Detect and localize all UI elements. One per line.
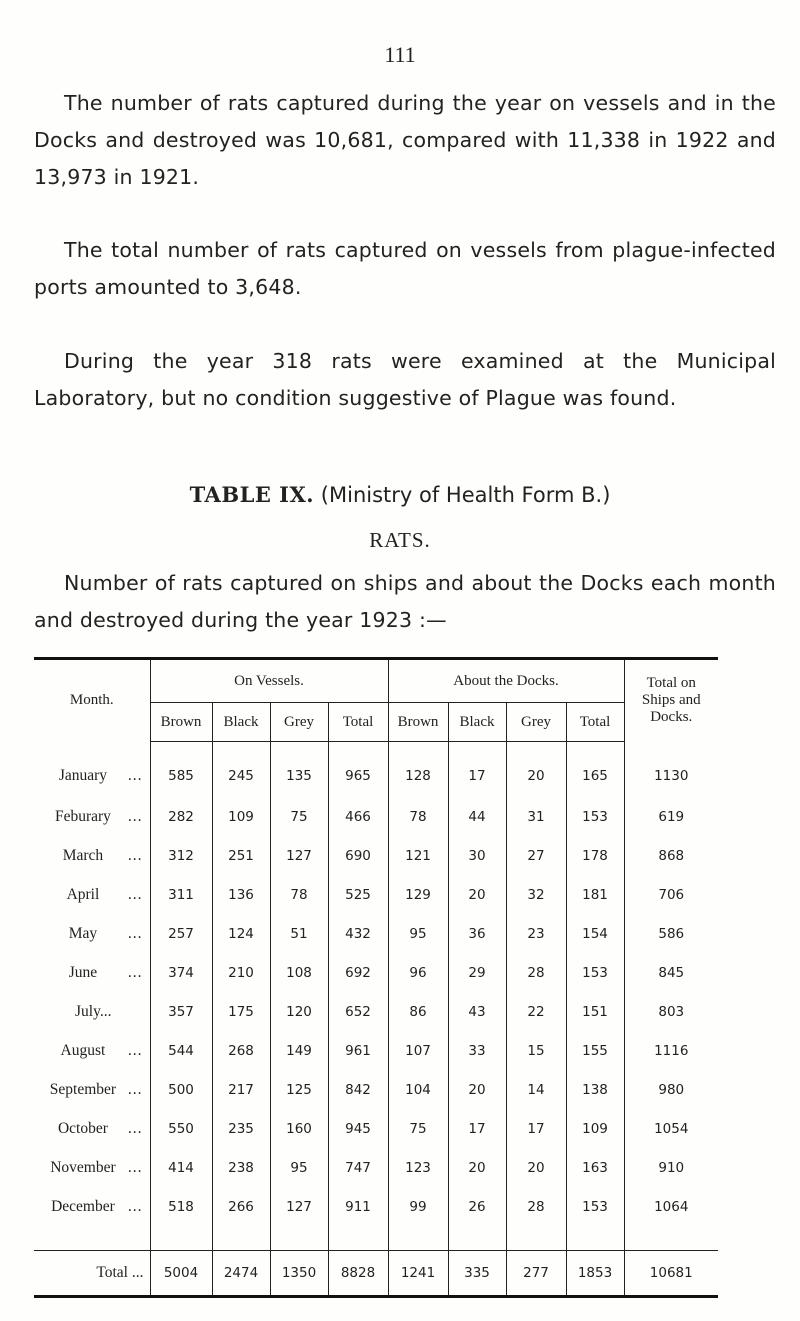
total-label: Total ... — [34, 1251, 150, 1297]
table-title — [0, 482, 800, 507]
cell-grand-total: 1116 — [654, 1042, 689, 1059]
header-on-vessels: On Vessels. — [150, 660, 388, 703]
month-name: October — [57, 1119, 108, 1137]
paragraph-rats-destroyed: The number of rats captured during the year on vessels and in the Docks and destroyed was 10,681, compared with 11,338 in 1922 and 13,973 in 1921. — [34, 91, 776, 189]
total-vessels-brown: 5004 — [150, 1251, 212, 1297]
page-number: 111 — [384, 42, 416, 67]
header-grand-total-line2: Ships and — [641, 692, 701, 709]
cell-docks-grey: 28 — [506, 953, 566, 992]
cell-docks-total: 155 — [566, 1031, 624, 1070]
cell-docks-black: 17 — [448, 1109, 506, 1148]
cell-docks-total: 153 — [566, 953, 624, 992]
cell-vessels-black: 109 — [212, 797, 270, 836]
month-cell — [34, 1148, 150, 1187]
cell-grand-total: 868 — [658, 847, 685, 864]
table-row — [34, 797, 718, 836]
cell-grand-total: 1130 — [654, 767, 689, 784]
table-total-row — [34, 1251, 718, 1297]
month-name: September — [49, 1080, 117, 1098]
cell-vessels-brown: 374 — [150, 953, 212, 992]
leader-dots: ... — [127, 1197, 143, 1215]
cell-vessels-black: 238 — [212, 1148, 270, 1187]
cell-vessels-black: 268 — [212, 1031, 270, 1070]
leader-dots: ... — [127, 924, 143, 942]
month-name: March — [62, 846, 104, 864]
table-caption: Number of rats captured on ships and about the Docks each month and destroyed during the year 1923 :— — [34, 571, 776, 632]
cell-vessels-black: 136 — [212, 875, 270, 914]
header-grand-total-line3: Docks. — [650, 709, 693, 726]
cell-docks-brown: 104 — [388, 1070, 448, 1109]
cell-docks-brown: 75 — [388, 1109, 448, 1148]
table-subtitle: RATS. — [369, 528, 431, 552]
month-cell — [34, 875, 150, 914]
month-name: May — [68, 924, 98, 942]
cell-docks-black: 36 — [448, 914, 506, 953]
header-vessels-total: Total — [328, 703, 388, 742]
cell-vessels-total: 690 — [328, 836, 388, 875]
cell-docks-black: 26 — [448, 1187, 506, 1226]
month-cell — [34, 992, 150, 1031]
cell-docks-total: 138 — [566, 1070, 624, 1109]
table-number: TABLE IX. — [189, 482, 315, 507]
cell-vessels-brown: 518 — [150, 1187, 212, 1226]
month-cell — [34, 953, 150, 992]
cell-docks-brown: 123 — [388, 1148, 448, 1187]
table-row — [34, 1187, 718, 1226]
cell-docks-total: 154 — [566, 914, 624, 953]
leader-dots: ... — [127, 963, 143, 981]
header-docks-black: Black — [448, 703, 506, 742]
cell-vessels-brown: 311 — [150, 875, 212, 914]
cell-docks-grey: 31 — [506, 797, 566, 836]
leader-dots: ... — [127, 885, 143, 903]
month-name: July... — [75, 1002, 112, 1020]
cell-docks-total: 178 — [566, 836, 624, 875]
month-cell — [34, 1070, 150, 1109]
header-docks-brown: Brown — [388, 703, 448, 742]
month-name: January — [58, 766, 108, 784]
month-name: Feburary — [54, 807, 111, 825]
header-docks-total: Total — [566, 703, 624, 742]
cell-vessels-total: 965 — [328, 742, 388, 798]
header-grand-total — [624, 660, 718, 742]
cell-vessels-total: 911 — [328, 1187, 388, 1226]
leader-dots: ... — [127, 1158, 143, 1176]
month-cell — [34, 742, 150, 798]
total-docks-grey: 277 — [506, 1251, 566, 1297]
cell-vessels-brown: 312 — [150, 836, 212, 875]
cell-docks-black: 43 — [448, 992, 506, 1031]
cell-vessels-grey: 125 — [270, 1070, 328, 1109]
cell-vessels-grey: 75 — [270, 797, 328, 836]
cell-docks-grey: 28 — [506, 1187, 566, 1226]
cell-docks-black: 30 — [448, 836, 506, 875]
cell-docks-brown: 96 — [388, 953, 448, 992]
cell-docks-grey: 27 — [506, 836, 566, 875]
cell-docks-total: 153 — [566, 1187, 624, 1226]
cell-vessels-brown: 282 — [150, 797, 212, 836]
cell-grand-total: 1054 — [654, 1120, 689, 1137]
month-name: April — [66, 885, 100, 903]
total-docks-brown: 1241 — [388, 1251, 448, 1297]
table-row — [34, 953, 718, 992]
rats-table — [34, 657, 718, 1298]
cell-docks-total: 151 — [566, 992, 624, 1031]
cell-vessels-black: 217 — [212, 1070, 270, 1109]
cell-vessels-total: 466 — [328, 797, 388, 836]
cell-docks-brown: 121 — [388, 836, 448, 875]
cell-vessels-total: 945 — [328, 1109, 388, 1148]
cell-vessels-total: 652 — [328, 992, 388, 1031]
cell-docks-total: 181 — [566, 875, 624, 914]
cell-docks-grey: 22 — [506, 992, 566, 1031]
cell-vessels-black: 124 — [212, 914, 270, 953]
header-grand-total-line1: Total on — [646, 675, 696, 692]
leader-dots: ... — [127, 1119, 143, 1137]
cell-grand-total: 1064 — [654, 1198, 689, 1215]
cell-vessels-black: 251 — [212, 836, 270, 875]
cell-docks-brown: 128 — [388, 742, 448, 798]
cell-grand-total: 706 — [658, 886, 685, 903]
cell-grand-total: 619 — [658, 808, 685, 825]
month-name: June — [68, 963, 98, 981]
table-row — [34, 836, 718, 875]
header-about-docks: About the Docks. — [388, 660, 624, 703]
total-vessels-black: 2474 — [212, 1251, 270, 1297]
cell-docks-total: 163 — [566, 1148, 624, 1187]
table-row — [34, 1031, 718, 1070]
cell-vessels-brown: 585 — [150, 742, 212, 798]
cell-vessels-grey: 120 — [270, 992, 328, 1031]
cell-vessels-total: 525 — [328, 875, 388, 914]
month-cell — [34, 1109, 150, 1148]
cell-docks-total: 165 — [566, 742, 624, 798]
cell-docks-grey: 20 — [506, 1148, 566, 1187]
total-grand: 10681 — [624, 1251, 718, 1297]
leader-dots: ... — [127, 807, 143, 825]
cell-vessels-total: 432 — [328, 914, 388, 953]
cell-docks-grey: 32 — [506, 875, 566, 914]
header-month: Month. — [34, 660, 150, 742]
table-row — [34, 1070, 718, 1109]
cell-vessels-brown: 257 — [150, 914, 212, 953]
total-docks-total: 1853 — [566, 1251, 624, 1297]
cell-vessels-total: 961 — [328, 1031, 388, 1070]
cell-vessels-grey: 95 — [270, 1148, 328, 1187]
cell-grand-total: 845 — [658, 964, 685, 981]
cell-vessels-black: 175 — [212, 992, 270, 1031]
paragraph-plague-ports: The total number of rats captured on vessels from plague-infected ports amounted to 3,648. — [34, 238, 776, 299]
cell-docks-grey: 15 — [506, 1031, 566, 1070]
cell-vessels-black: 235 — [212, 1109, 270, 1148]
cell-docks-black: 20 — [448, 1070, 506, 1109]
table-row — [34, 742, 718, 798]
cell-docks-brown: 95 — [388, 914, 448, 953]
month-name: December — [51, 1197, 115, 1215]
cell-vessels-brown: 544 — [150, 1031, 212, 1070]
leader-dots: ... — [127, 1041, 143, 1059]
cell-docks-brown: 129 — [388, 875, 448, 914]
paragraph-laboratory: During the year 318 rats were examined at the Municipal Laboratory, but no condition suggestive of Plague was found. — [34, 349, 776, 410]
cell-vessels-brown: 550 — [150, 1109, 212, 1148]
cell-docks-black: 20 — [448, 1148, 506, 1187]
cell-vessels-black: 245 — [212, 742, 270, 798]
table-row — [34, 1109, 718, 1148]
cell-docks-grey: 17 — [506, 1109, 566, 1148]
month-cell — [34, 836, 150, 875]
cell-docks-black: 17 — [448, 742, 506, 798]
cell-docks-brown: 78 — [388, 797, 448, 836]
header-docks-grey: Grey — [506, 703, 566, 742]
table-row — [34, 1148, 718, 1187]
table-row — [34, 992, 718, 1031]
cell-vessels-brown: 414 — [150, 1148, 212, 1187]
cell-vessels-total: 692 — [328, 953, 388, 992]
table-body — [34, 742, 718, 1227]
leader-dots: ... — [127, 766, 143, 784]
month-cell — [34, 1187, 150, 1226]
cell-docks-total: 153 — [566, 797, 624, 836]
header-vessels-grey: Grey — [270, 703, 328, 742]
leader-dots: ... — [127, 846, 143, 864]
total-docks-black: 335 — [448, 1251, 506, 1297]
cell-docks-black: 44 — [448, 797, 506, 836]
cell-docks-grey: 14 — [506, 1070, 566, 1109]
table-source: (Ministry of Health Form B.) — [314, 483, 611, 507]
header-vessels-black: Black — [212, 703, 270, 742]
table-row — [34, 875, 718, 914]
cell-vessels-grey: 127 — [270, 836, 328, 875]
cell-grand-total: 803 — [658, 1003, 685, 1020]
total-vessels-grey: 1350 — [270, 1251, 328, 1297]
table-row — [34, 914, 718, 953]
cell-vessels-grey: 108 — [270, 953, 328, 992]
leader-dots: ... — [127, 1080, 143, 1098]
cell-vessels-total: 747 — [328, 1148, 388, 1187]
cell-vessels-grey: 78 — [270, 875, 328, 914]
cell-docks-grey: 23 — [506, 914, 566, 953]
cell-vessels-black: 210 — [212, 953, 270, 992]
cell-docks-brown: 86 — [388, 992, 448, 1031]
cell-vessels-brown: 500 — [150, 1070, 212, 1109]
cell-vessels-black: 266 — [212, 1187, 270, 1226]
cell-vessels-grey: 160 — [270, 1109, 328, 1148]
month-name: August — [60, 1041, 106, 1059]
month-name: November — [50, 1158, 116, 1176]
cell-docks-black: 29 — [448, 953, 506, 992]
cell-docks-brown: 99 — [388, 1187, 448, 1226]
cell-vessels-total: 842 — [328, 1070, 388, 1109]
cell-docks-black: 20 — [448, 875, 506, 914]
cell-grand-total: 586 — [658, 925, 685, 942]
cell-docks-brown: 107 — [388, 1031, 448, 1070]
cell-grand-total: 980 — [658, 1081, 685, 1098]
cell-docks-black: 33 — [448, 1031, 506, 1070]
cell-vessels-grey: 149 — [270, 1031, 328, 1070]
cell-vessels-brown: 357 — [150, 992, 212, 1031]
cell-vessels-grey: 127 — [270, 1187, 328, 1226]
cell-docks-total: 109 — [566, 1109, 624, 1148]
cell-grand-total: 910 — [658, 1159, 685, 1176]
total-vessels-total: 8828 — [328, 1251, 388, 1297]
month-cell — [34, 914, 150, 953]
month-cell — [34, 1031, 150, 1070]
header-vessels-brown: Brown — [150, 703, 212, 742]
month-cell — [34, 797, 150, 836]
cell-vessels-grey: 135 — [270, 742, 328, 798]
cell-vessels-grey: 51 — [270, 914, 328, 953]
cell-docks-grey: 20 — [506, 742, 566, 798]
